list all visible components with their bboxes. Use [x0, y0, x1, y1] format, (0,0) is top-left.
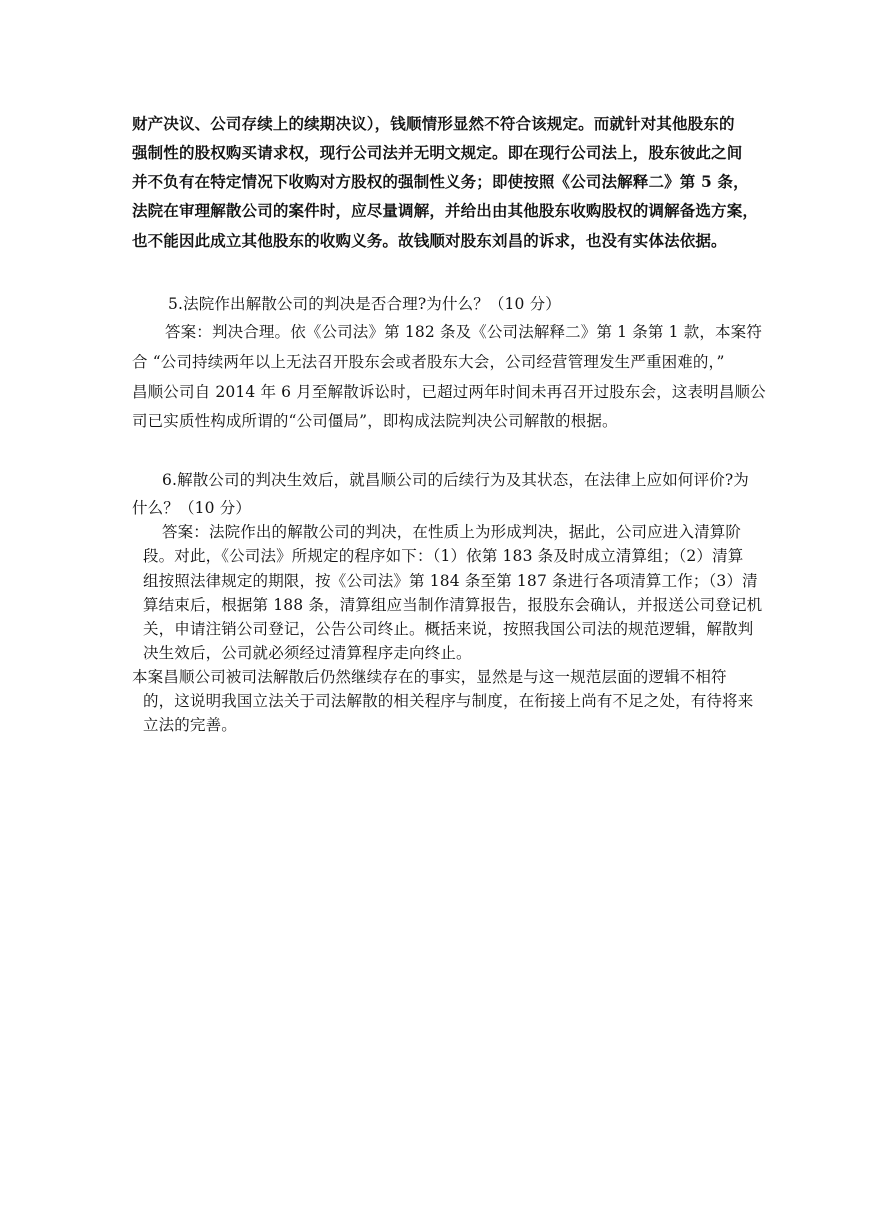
answer-6-line: 关，申请注销公司登记，公告公司终止。概括来说，按照我国公司法的规范逻辑，解散判 [143, 620, 754, 638]
answer-6-line: 组按照法律规定的期限，按《公司法》第 184 条至第 187 条进行各项清算工作；（3）清 [143, 572, 758, 590]
question-5-heading: 5.法院作出解散公司的判决是否合理?为什么？（10 分） [168, 295, 561, 313]
conclusion-line: 的，这说明我国立法关于司法解散的相关程序与制度，在衔接上尚有不足之处，有待将来 [143, 692, 754, 710]
answer-5-line: 合 “公司持续两年以上无法召开股东会或者股东大会，公司经营管理发生严重困难的，” [132, 353, 725, 371]
answer-5-line: 司已实质性构成所谓的“公司僵局”，即构成法院判决公司解散的根据。 [132, 412, 618, 430]
answer-5-line: 昌顺公司自 2014 年 6 月至解散诉讼时，已超过两年时间未再召开过股东会，这表明昌顺公 [132, 383, 766, 401]
answer-6-line: 算结束后，根据第 188 条，清算组应当制作清算报告，报股东会确认，并报送公司登记机 [143, 596, 763, 614]
answer-6-line: 答案：法院作出的解散公司的判决，在性质上为形成判决，据此，公司应进入清算阶 [162, 523, 742, 541]
conclusion-line: 本案昌顺公司被司法解散后仍然继续存在的事实，显然是与这一规范层面的逻辑不相符 [132, 668, 727, 686]
conclusion-line: 立法的完善。 [143, 716, 237, 734]
answer-6-line: 段。对此，《公司法》所规定的程序如下：（1）依第 183 条及时成立清算组；（2）清算 [143, 547, 744, 565]
question-6-heading: 6.解散公司的判决生效后，就昌顺公司的后续行为及其状态，在法律上应如何评价?为 [162, 471, 749, 489]
paragraph-line: 强制性的股权购买请求权，现行公司法并无明文规定。即在现行公司法上，股东彼此之间 [132, 143, 743, 162]
paragraph-line: 财产决议、公司存续上的续期决议），钱顺情形显然不符合该规定。而就针对其他股东的 [132, 114, 735, 133]
question-6-heading: 什么？（10 分） [132, 499, 252, 517]
answer-5-line: 答案：判决合理。依《公司法》第 182 条及《公司法解释二》第 1 条第 1 款，本案符 [165, 323, 762, 341]
paragraph-line: 并不负有在特定情况下收购对方股权的强制性义务；即使按照《公司法解释二》第 5 条， [132, 172, 749, 191]
paragraph-line: 也不能因此成立其他股东的收购义务。故钱顺对股东刘昌的诉求，也没有实体法依据。 [132, 231, 727, 250]
answer-6-line: 决生效后，公司就必须经过清算程序走向终止。 [143, 644, 472, 662]
paragraph-line: 法院在审理解散公司的案件时，应尽量调解，并给出由其他股东收购股权的调解备选方案， [132, 201, 759, 220]
